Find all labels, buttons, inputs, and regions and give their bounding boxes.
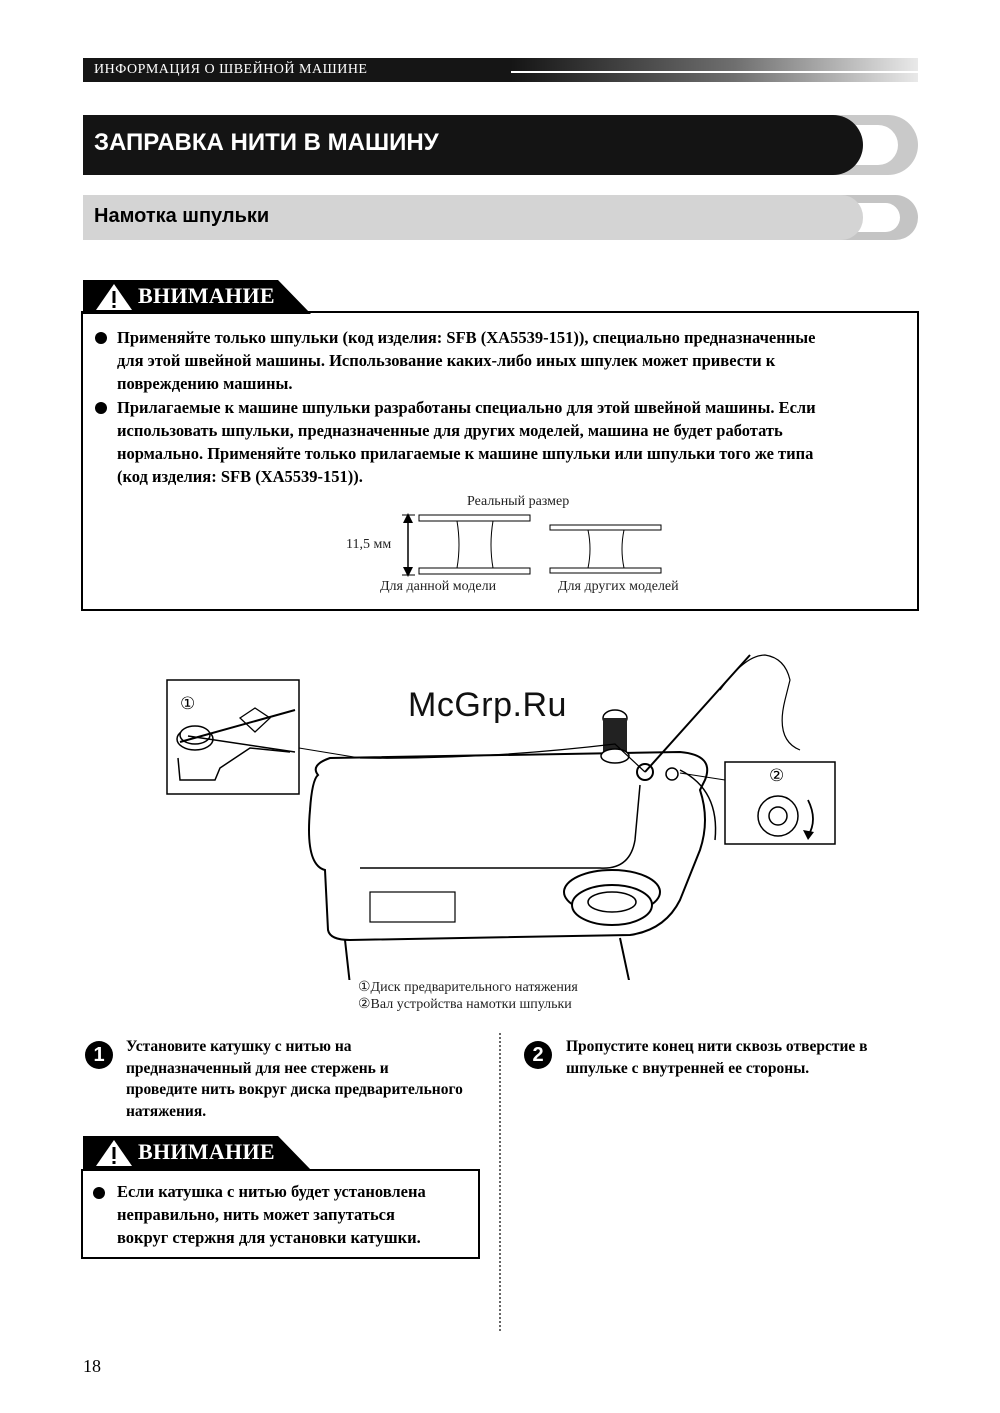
caution-2-item [117,1180,426,1249]
step-line: натяжения. [126,1102,207,1120]
caution-tab [83,280,313,314]
caution-label: ВНИМАНИЕ [138,283,275,308]
legend-item: ②Вал устройства намотки шпульки [358,997,572,1012]
step-1-badge: 1 [85,1041,113,1069]
column-divider [499,1033,501,1331]
header-gradient [511,58,918,82]
step-line: шпульке с внутренней ее стороны. [566,1059,810,1077]
caution-line: повреждению машины. [117,374,293,393]
caution-line: для этой швейной машины. Использование каких-либо иных шпулек может привести к [117,351,776,370]
callout-1: ① [180,694,196,713]
illustration-legend [358,979,578,1013]
step-line: предназначенный для нее стержень и [126,1059,389,1077]
header-line [511,71,918,73]
subtitle-bar [83,195,863,240]
caution-line: нормально. Применяйте только прилагаемые к машине шпульки или шпульки того же типа [117,444,814,463]
watermark: McGrp.Ru [408,686,567,724]
step-2-badge: 2 [524,1041,552,1069]
caution-line: Прилагаемые к машине шпульки разработаны специально для этой швейной машины. Если [117,398,816,417]
caution-line: вокруг стержня для установки катушки. [117,1228,421,1247]
legend-item: ①Диск предварительного натяжения [358,980,578,995]
section-header: ИНФОРМАЦИЯ О ШВЕЙНОЙ МАШИНЕ [94,62,368,77]
step-1-text [126,1036,463,1122]
page-title: ЗАПРАВКА НИТИ В МАШИНУ [94,129,439,156]
bobbin-figure-title: Реальный размер [467,494,570,509]
subtitle: Намотка шпульки [94,205,270,227]
bullet-icon [93,1187,105,1199]
page-number: 18 [83,1356,101,1376]
caution-item-2 [117,396,816,488]
caution-tab-2 [83,1136,313,1170]
caution-item-1 [117,326,815,395]
caution-line: Если катушка с нитью будет установлена [117,1182,426,1201]
caution-label: ВНИМАНИЕ [138,1139,275,1164]
page-title-bar [83,115,863,175]
step-2-text [566,1036,868,1079]
step-line: Пропустите конец нити сквозь отверстие в [566,1038,868,1055]
bobbin-dimension: 11,5 мм [346,537,392,552]
step-line: проведите нить вокруг диска предварительного [126,1081,463,1098]
bullet-icon [95,332,107,344]
header-strip [83,58,918,82]
bobbin-label-other-models: Для других моделей [558,579,679,594]
bobbin-figure [395,510,675,580]
caution-line: (код изделия: SFB (XA5539-151)). [117,467,363,486]
bobbin-label-this-model: Для данной модели [380,579,497,594]
callout-2: ② [769,766,785,785]
caution-line: Применяйте только шпульки (код изделия: SFB (XA5539-151)), специально предназначенные [117,328,816,347]
bullet-icon [95,402,107,414]
caution-line: использовать шпульки, предназначенные для других моделей, машина не будет работать [117,421,783,440]
caution-line: неправильно, нить может запутаться [117,1205,395,1224]
step-line: Установите катушку с нитью на [126,1038,352,1055]
